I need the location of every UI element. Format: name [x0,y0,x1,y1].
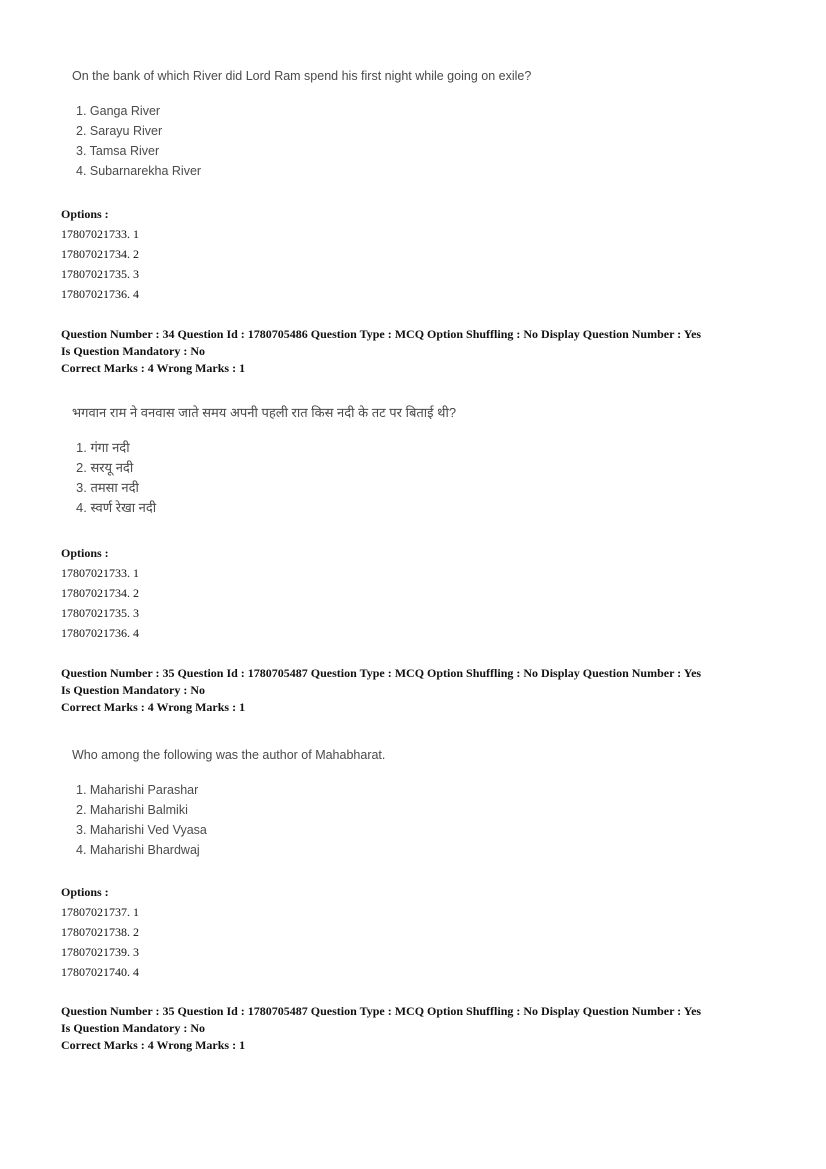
answer-option: 3. तमसा नदी [76,480,139,495]
question-text: Who among the following was the author of Mahabharat. [72,748,386,762]
options-label: Options : [61,546,109,560]
marks-line: Correct Marks : 4 Wrong Marks : 1 [61,361,246,375]
options-list [61,204,139,304]
answer-option: 3. Maharishi Ved Vyasa [76,823,207,837]
option-id: 17807021734. 2 [61,586,139,600]
option-id: 17807021739. 3 [61,945,139,959]
question-header: Question Number : 34 Question Id : 1780705486 Question Type : MCQ Option Shuffling : No Display Question Number : Yes [61,327,702,341]
options-list [61,882,139,982]
question-meta [61,326,781,376]
question-text: On the bank of which River did Lord Ram spend his first night while going on exile? [72,69,532,83]
marks-line: Correct Marks : 4 Wrong Marks : 1 [61,700,246,714]
answer-option: 4. Maharishi Bhardwaj [76,843,200,857]
option-id: 17807021733. 1 [61,227,139,241]
option-id: 17807021734. 2 [61,247,139,261]
answer-option: 1. Maharishi Parashar [76,783,199,797]
option-id: 17807021733. 1 [61,566,139,580]
answer-option: 2. सरयू नदी [76,460,134,475]
option-id: 17807021735. 3 [61,606,139,620]
answer-option: 4. Subarnarekha River [76,164,202,178]
answer-option: 1. गंगा नदी [76,440,130,455]
question-meta [61,1003,781,1053]
options-list [61,543,139,643]
question-header: Question Number : 35 Question Id : 1780705487 Question Type : MCQ Option Shuffling : No Display Question Number : Yes [61,666,702,680]
answer-option: 4. स्वर्ण रेखा नदी [76,500,157,515]
option-id: 17807021736. 4 [61,626,139,640]
answer-option: 3. Tamsa River [76,144,160,158]
mandatory-line: Is Question Mandatory : No [61,344,206,358]
question-image [72,68,772,181]
question-text: भगवान राम ने वनवास जाते समय अपनी पहली रात किस नदी के तट पर बिताई थी? [72,405,457,420]
question-header: Question Number : 35 Question Id : 1780705487 Question Type : MCQ Option Shuffling : No Display Question Number : Yes [61,1004,702,1018]
option-id: 17807021737. 1 [61,905,139,919]
option-id: 17807021738. 2 [61,925,139,939]
options-label: Options : [61,885,109,899]
question-image [72,747,772,860]
mandatory-line: Is Question Mandatory : No [61,683,206,697]
question-image [72,405,772,518]
options-label: Options : [61,207,109,221]
option-id: 17807021736. 4 [61,287,139,301]
option-id: 17807021740. 4 [61,965,139,979]
answer-option: 1. Ganga River [76,104,161,118]
answer-option: 2. Sarayu River [76,124,163,138]
mandatory-line: Is Question Mandatory : No [61,1021,206,1035]
option-id: 17807021735. 3 [61,267,139,281]
marks-line: Correct Marks : 4 Wrong Marks : 1 [61,1038,246,1052]
answer-option: 2. Maharishi Balmiki [76,803,188,817]
question-meta [61,665,781,715]
